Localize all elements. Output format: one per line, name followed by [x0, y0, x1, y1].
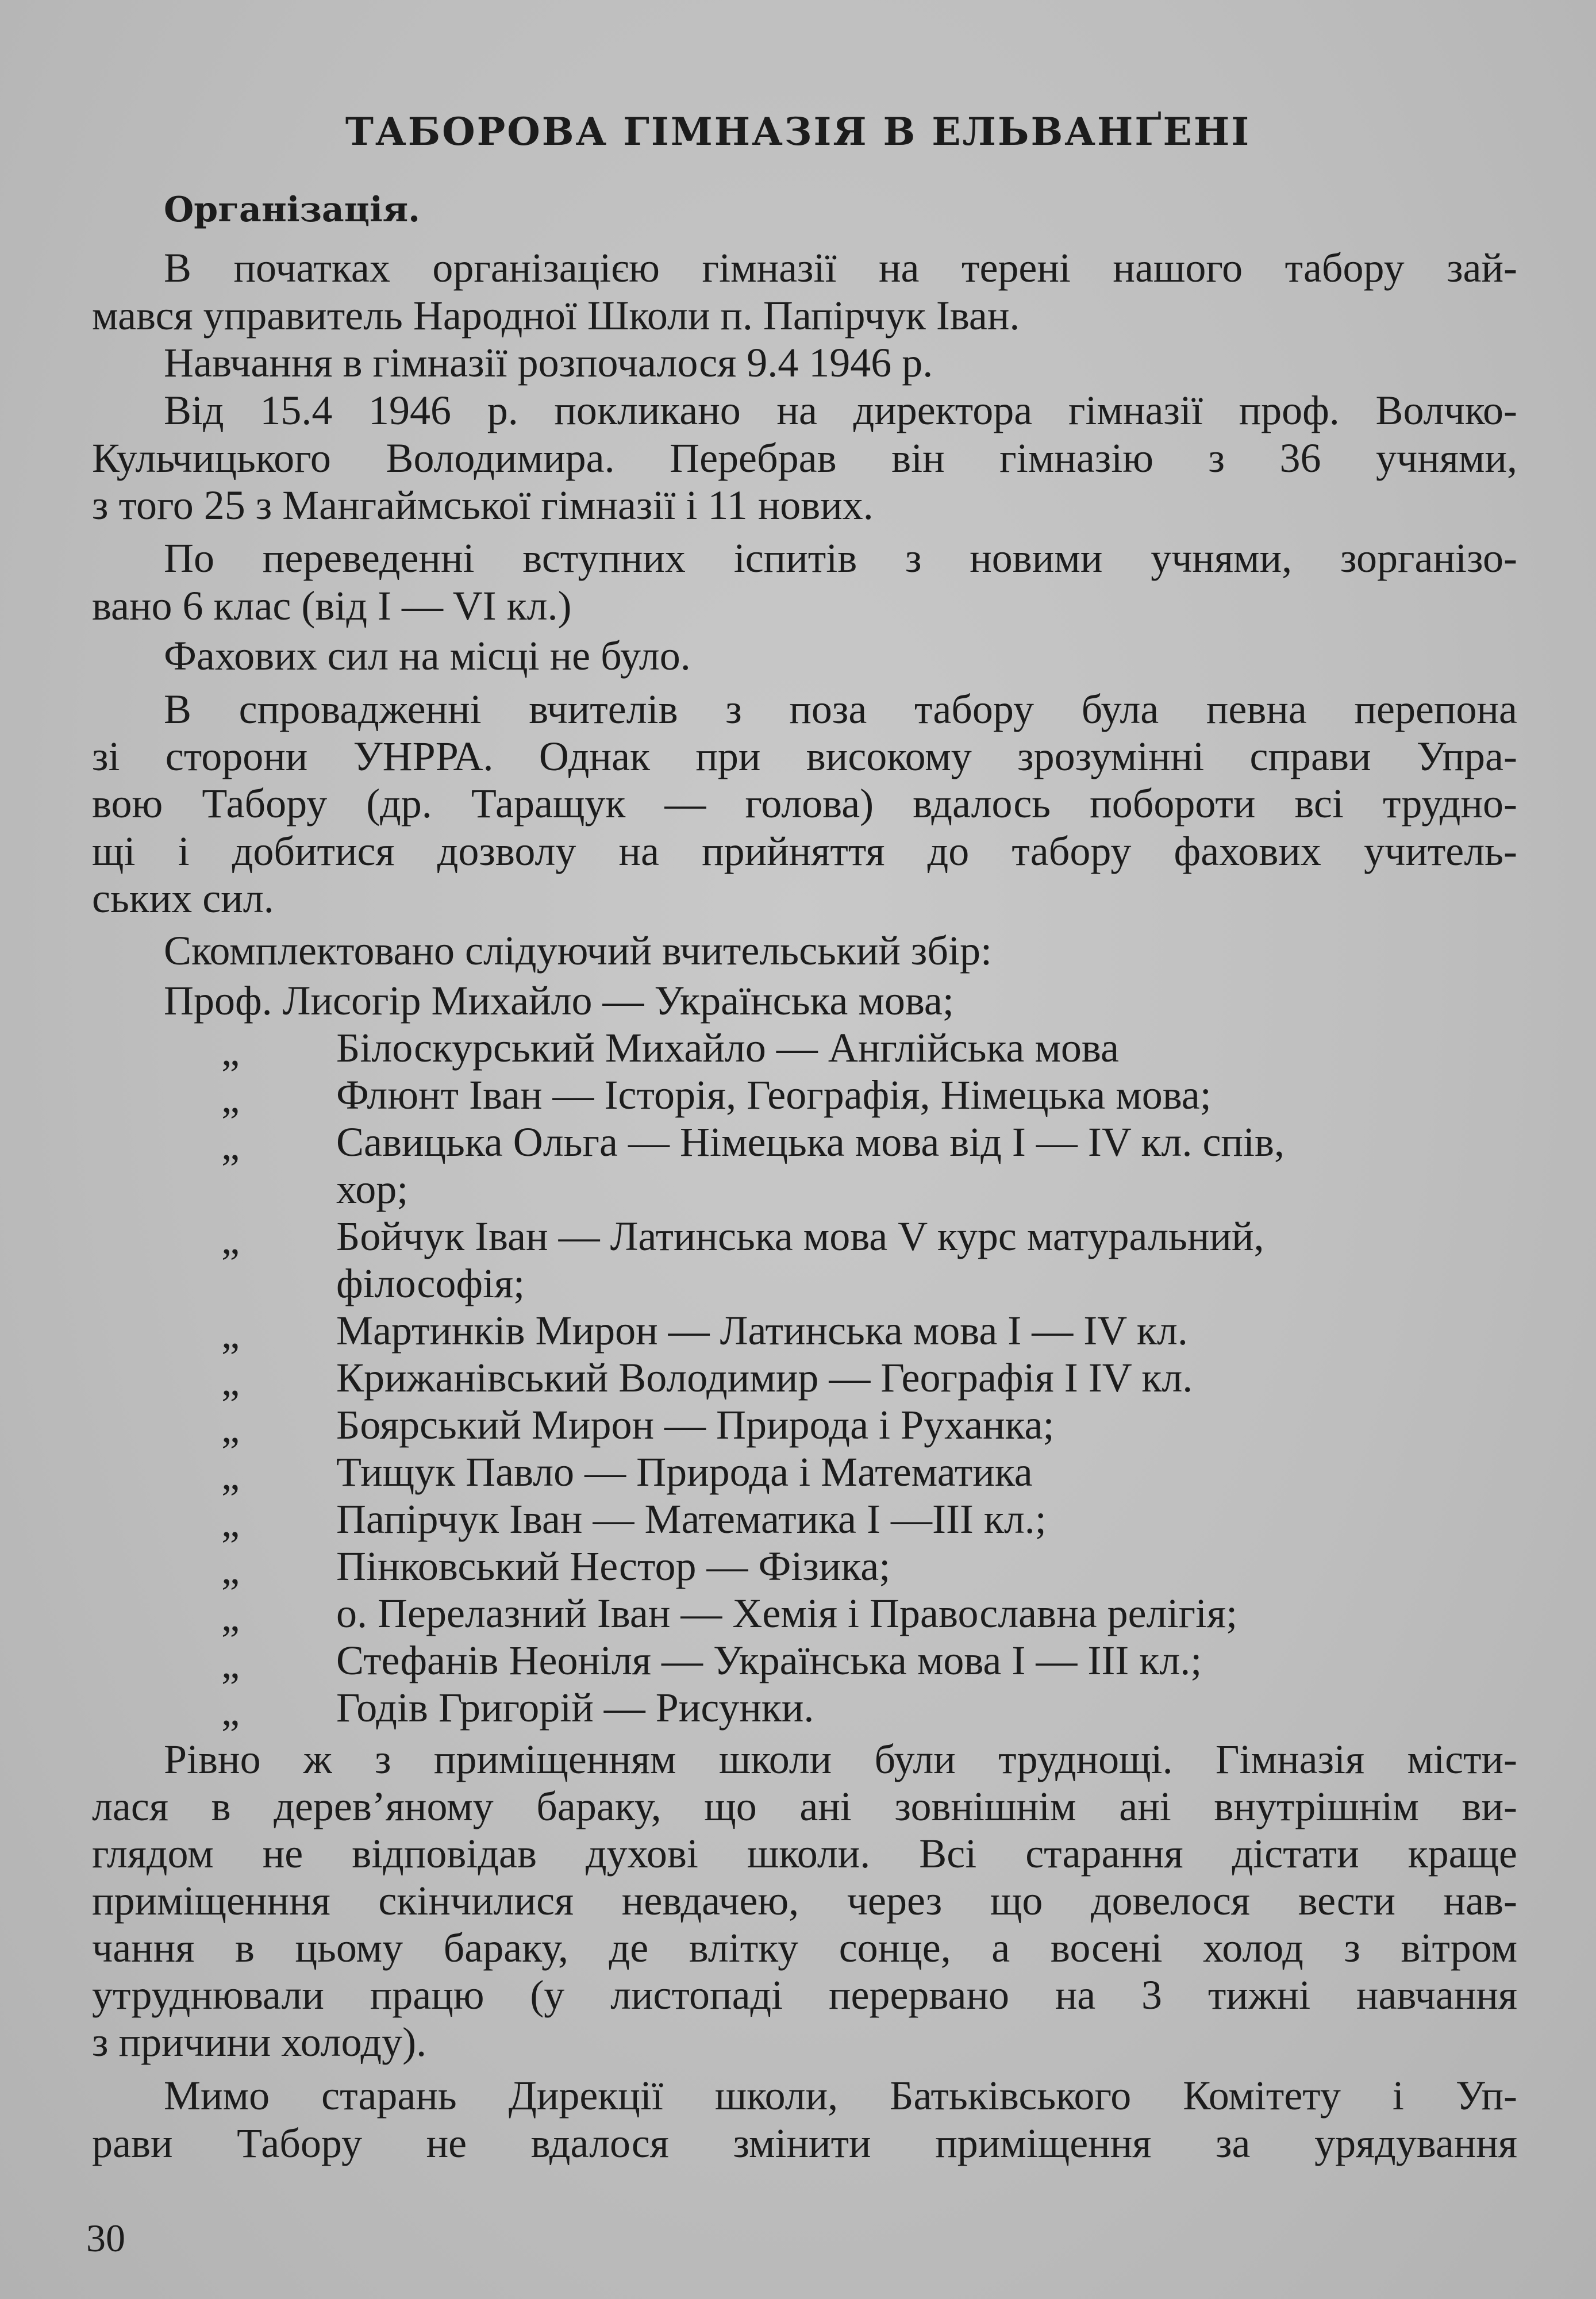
text-line: В спровадженні вчителів з поза табору була певна перепона	[164, 686, 1517, 732]
text-line: рави Табору не вдалося змінити приміщення за урядування	[92, 2120, 1517, 2166]
teacher-entry: Проф. Лисогір Михайло — Українська мова;	[164, 978, 954, 1024]
teacher-entry-continuation: філософія;	[336, 1260, 525, 1306]
ditto-mark: „	[221, 1452, 240, 1498]
text-line: В початках організацією гімназії на терені нашого табору зай-	[164, 245, 1517, 291]
ditto-mark: „	[221, 1405, 240, 1451]
ditto-mark: „	[221, 1028, 240, 1074]
text-line: щі і добитися дозволу на прийняття до табору фахових учитель-	[92, 828, 1517, 874]
ditto-mark: „	[221, 1217, 240, 1263]
ditto-mark: „	[221, 1547, 240, 1593]
text-line: чання в цьому бараку, де влітку сонце, а восені холод з вітром	[92, 1925, 1517, 1971]
text-line: ських сил.	[92, 875, 274, 921]
teacher-entry: Бойчук Іван — Латинська мова V курс матуральний,	[336, 1213, 1264, 1259]
text-line: вано 6 клас (від I — VI кл.)	[92, 583, 572, 629]
text-line: Фахових сил на місці не було.	[164, 633, 691, 679]
ditto-mark: „	[221, 1122, 240, 1168]
ditto-mark: „	[221, 1594, 240, 1640]
ditto-mark: „	[221, 1688, 240, 1734]
teacher-entry-continuation: хор;	[336, 1166, 409, 1212]
teacher-entry: о. Перелазний Іван — Хемія і Православна релігія;	[336, 1590, 1238, 1636]
text-line: приміщенння скінчилися невдачею, через що довелося вести нав-	[92, 1878, 1517, 1924]
ditto-mark: „	[221, 1358, 240, 1404]
text-line: Кульчицького Володимира. Перебрав він гімназію з 36 учнями,	[92, 435, 1517, 481]
teacher-entry: Папірчук Іван — Математика I —III кл.;	[336, 1496, 1047, 1542]
teacher-entry: Тищук Павло — Природа і Математика	[336, 1449, 1033, 1495]
page-number: 30	[86, 2216, 125, 2260]
teacher-entry: Флюнт Іван — Історія, Географія, Німецька мова;	[336, 1072, 1212, 1118]
text-line: утруднювали працю (у листопаді перервано на 3 тижні навчання	[92, 1972, 1517, 2018]
text-line: Від 15.4 1946 р. покликано на директора гімназії проф. Волчко-	[164, 387, 1517, 433]
ditto-mark: „	[221, 1311, 240, 1357]
text-line: По переведенні вступних іспитів з новими учнями, зорганізо-	[164, 535, 1517, 581]
teacher-entry: Стефанів Неоніля — Українська мова I — III кл.;	[336, 1637, 1202, 1683]
text-line: вою Табору (др. Таращук — голова) вдалось побороти всі трудно-	[92, 781, 1517, 826]
text-line: зі сторони УНРРА. Однак при високому зрозумінні справи Упра-	[92, 733, 1517, 779]
text-line: Рівно ж з приміщенням школи були труднощі. Гімназія місти-	[164, 1736, 1517, 1782]
teacher-entry: Пінковський Нестор — Фізика;	[336, 1543, 891, 1589]
teacher-entry: Мартинків Мирон — Латинська мова I — IV кл.	[336, 1308, 1188, 1354]
text-line: з причини холоду).	[92, 2019, 427, 2065]
ditto-mark: „	[221, 1075, 240, 1121]
text-line: лася в дерев’яному бараку, що ані зовнішнім ані внутрішнім ви-	[92, 1783, 1517, 1829]
teacher-entry: Годів Григорій — Рисунки.	[336, 1685, 814, 1731]
text-line: з того 25 з Мангаймської гімназії і 11 нових.	[92, 482, 874, 528]
teacher-entry: Крижанівський Володимир — Географія I IV кл.	[336, 1355, 1193, 1401]
text-line: Навчання в гімназії розпочалося 9.4 1946 р.	[164, 340, 933, 386]
section-heading: Організація.	[164, 190, 421, 230]
teacher-entry: Білоскурський Михайло — Англійська мова	[336, 1025, 1119, 1071]
teacher-entry: Боярський Мирон — Природа і Руханка;	[336, 1402, 1055, 1448]
ditto-mark: „	[221, 1641, 240, 1687]
text-line: мався управитель Народної Школи п. Папірчук Іван.	[92, 293, 1020, 339]
teacher-entry: Савицька Ольга — Німецька мова від I — IV кл. спів,	[336, 1119, 1285, 1165]
ditto-mark: „	[221, 1500, 240, 1546]
page-title: ТАБОРОВА ГІМНАЗІЯ В ЕЛЬВАНҐЕНІ	[345, 109, 1251, 154]
text-line: Мимо старань Дирекції школи, Батьківського Комітету і Уп-	[164, 2073, 1517, 2119]
text-line: глядом не відповідав духові школи. Всі старання дістати краще	[92, 1831, 1517, 1877]
text-line: Скомплектовано слідуючий вчительський збір:	[164, 928, 992, 974]
